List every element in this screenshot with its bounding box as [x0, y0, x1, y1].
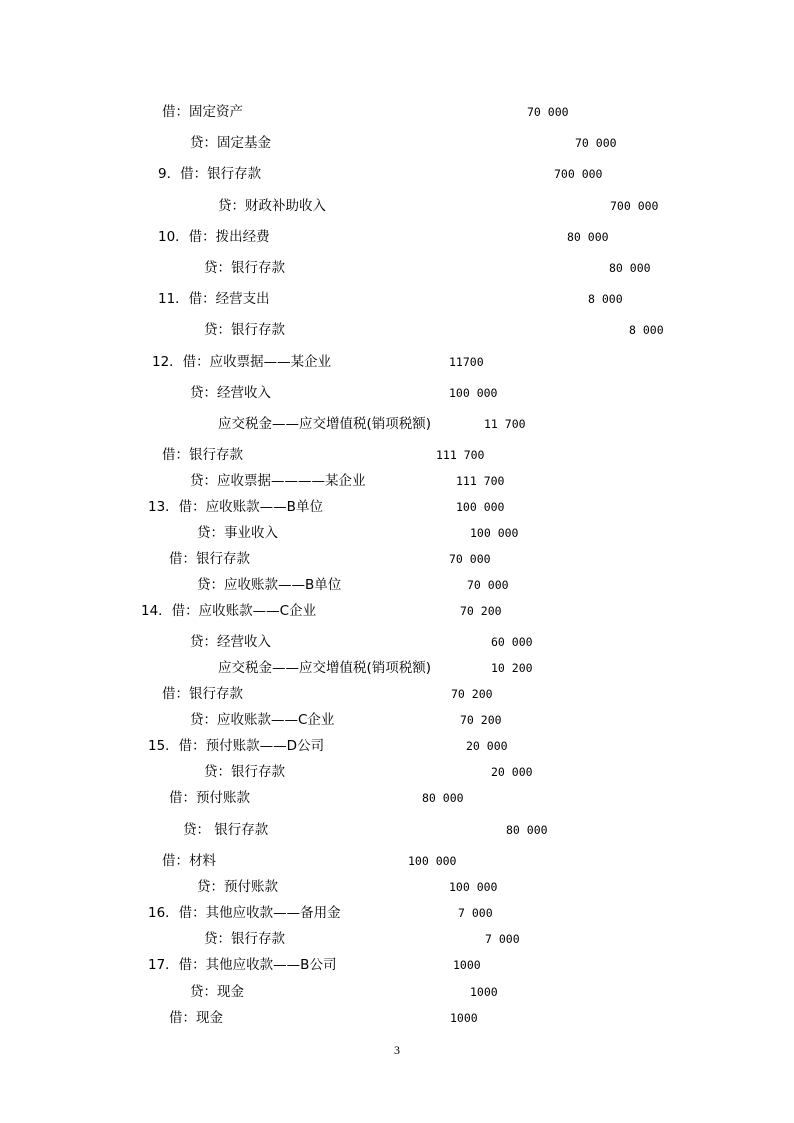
entry-amount: 70 200 [460, 604, 502, 618]
entry-text: 借：现金 [169, 1010, 223, 1026]
entry-amount: 700 000 [610, 199, 659, 213]
entry-amount: 80 000 [609, 261, 651, 275]
entry-amount: 70 000 [467, 578, 509, 592]
entry-text: 17．借：其他应收款——B公司 [148, 957, 337, 973]
entry-amount: 1000 [450, 1011, 478, 1025]
entry-text: 贷：现金 [190, 984, 244, 1000]
entry-text: 借：银行存款 [162, 686, 243, 702]
entry-text: 借：固定资产 [162, 104, 243, 120]
entry-text: 贷：经营收入 [190, 385, 271, 401]
entry-text: 贷：预付账款 [197, 879, 278, 895]
entry-text: 贷：银行存款 [204, 931, 285, 947]
entry-text: 贷： 银行存款 [183, 822, 269, 838]
entry-amount: 70 000 [449, 552, 491, 566]
entry-text: 15．借：预付账款——D公司 [148, 738, 325, 754]
entry-amount: 111 700 [436, 448, 485, 462]
entry-text: 借：银行存款 [162, 447, 243, 463]
entry-amount: 7 000 [458, 906, 493, 920]
entry-amount: 80 000 [567, 230, 609, 244]
entry-amount: 7 000 [485, 932, 520, 946]
entry-text: 贷：银行存款 [204, 764, 285, 780]
entry-text: 应交税金——应交增值税(销项税额) [218, 416, 432, 432]
entry-amount: 100 000 [449, 386, 498, 400]
entry-amount: 80 000 [422, 791, 464, 805]
entry-text: 贷：固定基金 [190, 135, 271, 151]
entry-amount: 70 000 [527, 105, 569, 119]
entry-amount: 8 000 [588, 292, 623, 306]
entry-text: 借：预付账款 [169, 790, 250, 806]
entry-text: 贷：银行存款 [204, 260, 285, 276]
entry-amount: 100 000 [449, 880, 498, 894]
entry-amount: 70 200 [451, 687, 493, 701]
page-number: 3 [394, 1043, 400, 1057]
entry-amount: 10 200 [491, 661, 533, 675]
entry-text: 贷：应收票据————某企业 [190, 473, 366, 489]
entry-text: 14．借：应收账款——C企业 [141, 603, 317, 619]
entry-text: 10．借：拨出经费 [158, 229, 270, 245]
entry-text: 借：材料 [162, 853, 216, 869]
entry-text: 贷：银行存款 [204, 322, 285, 338]
entry-amount: 11 700 [484, 417, 526, 431]
entry-amount: 11700 [449, 355, 484, 369]
entry-amount: 60 000 [491, 635, 533, 649]
entry-amount: 111 700 [456, 474, 505, 488]
entry-text: 贷：事业收入 [197, 525, 278, 541]
entry-amount: 700 000 [554, 167, 603, 181]
entry-text: 16．借：其他应收款——备用金 [148, 905, 341, 921]
entry-text: 贷：应收账款——C企业 [190, 712, 335, 728]
entry-amount: 8 000 [629, 323, 664, 337]
entry-amount: 1000 [470, 985, 498, 999]
entry-text: 贷：应收账款——B单位 [197, 577, 342, 593]
entry-amount: 100 000 [408, 854, 457, 868]
entry-text: 贷：财政补助收入 [218, 198, 326, 214]
entry-amount: 70 200 [460, 713, 502, 727]
entry-text: 13．借：应收账款——B单位 [148, 499, 323, 515]
entry-text: 11．借：经营支出 [158, 291, 270, 307]
entry-text: 贷：经营收入 [190, 634, 271, 650]
entry-amount: 1000 [453, 958, 481, 972]
entry-text: 12．借：应收票据——某企业 [152, 354, 332, 370]
entry-amount: 100 000 [456, 500, 505, 514]
entry-amount: 80 000 [506, 823, 548, 837]
entry-text: 借：银行存款 [169, 551, 250, 567]
entry-text: 9．借：银行存款 [158, 166, 262, 182]
entry-amount: 100 000 [470, 526, 519, 540]
entry-amount: 70 000 [575, 136, 617, 150]
entry-amount: 20 000 [491, 765, 533, 779]
entry-text: 应交税金——应交增值税(销项税额) [218, 660, 432, 676]
entry-amount: 20 000 [466, 739, 508, 753]
